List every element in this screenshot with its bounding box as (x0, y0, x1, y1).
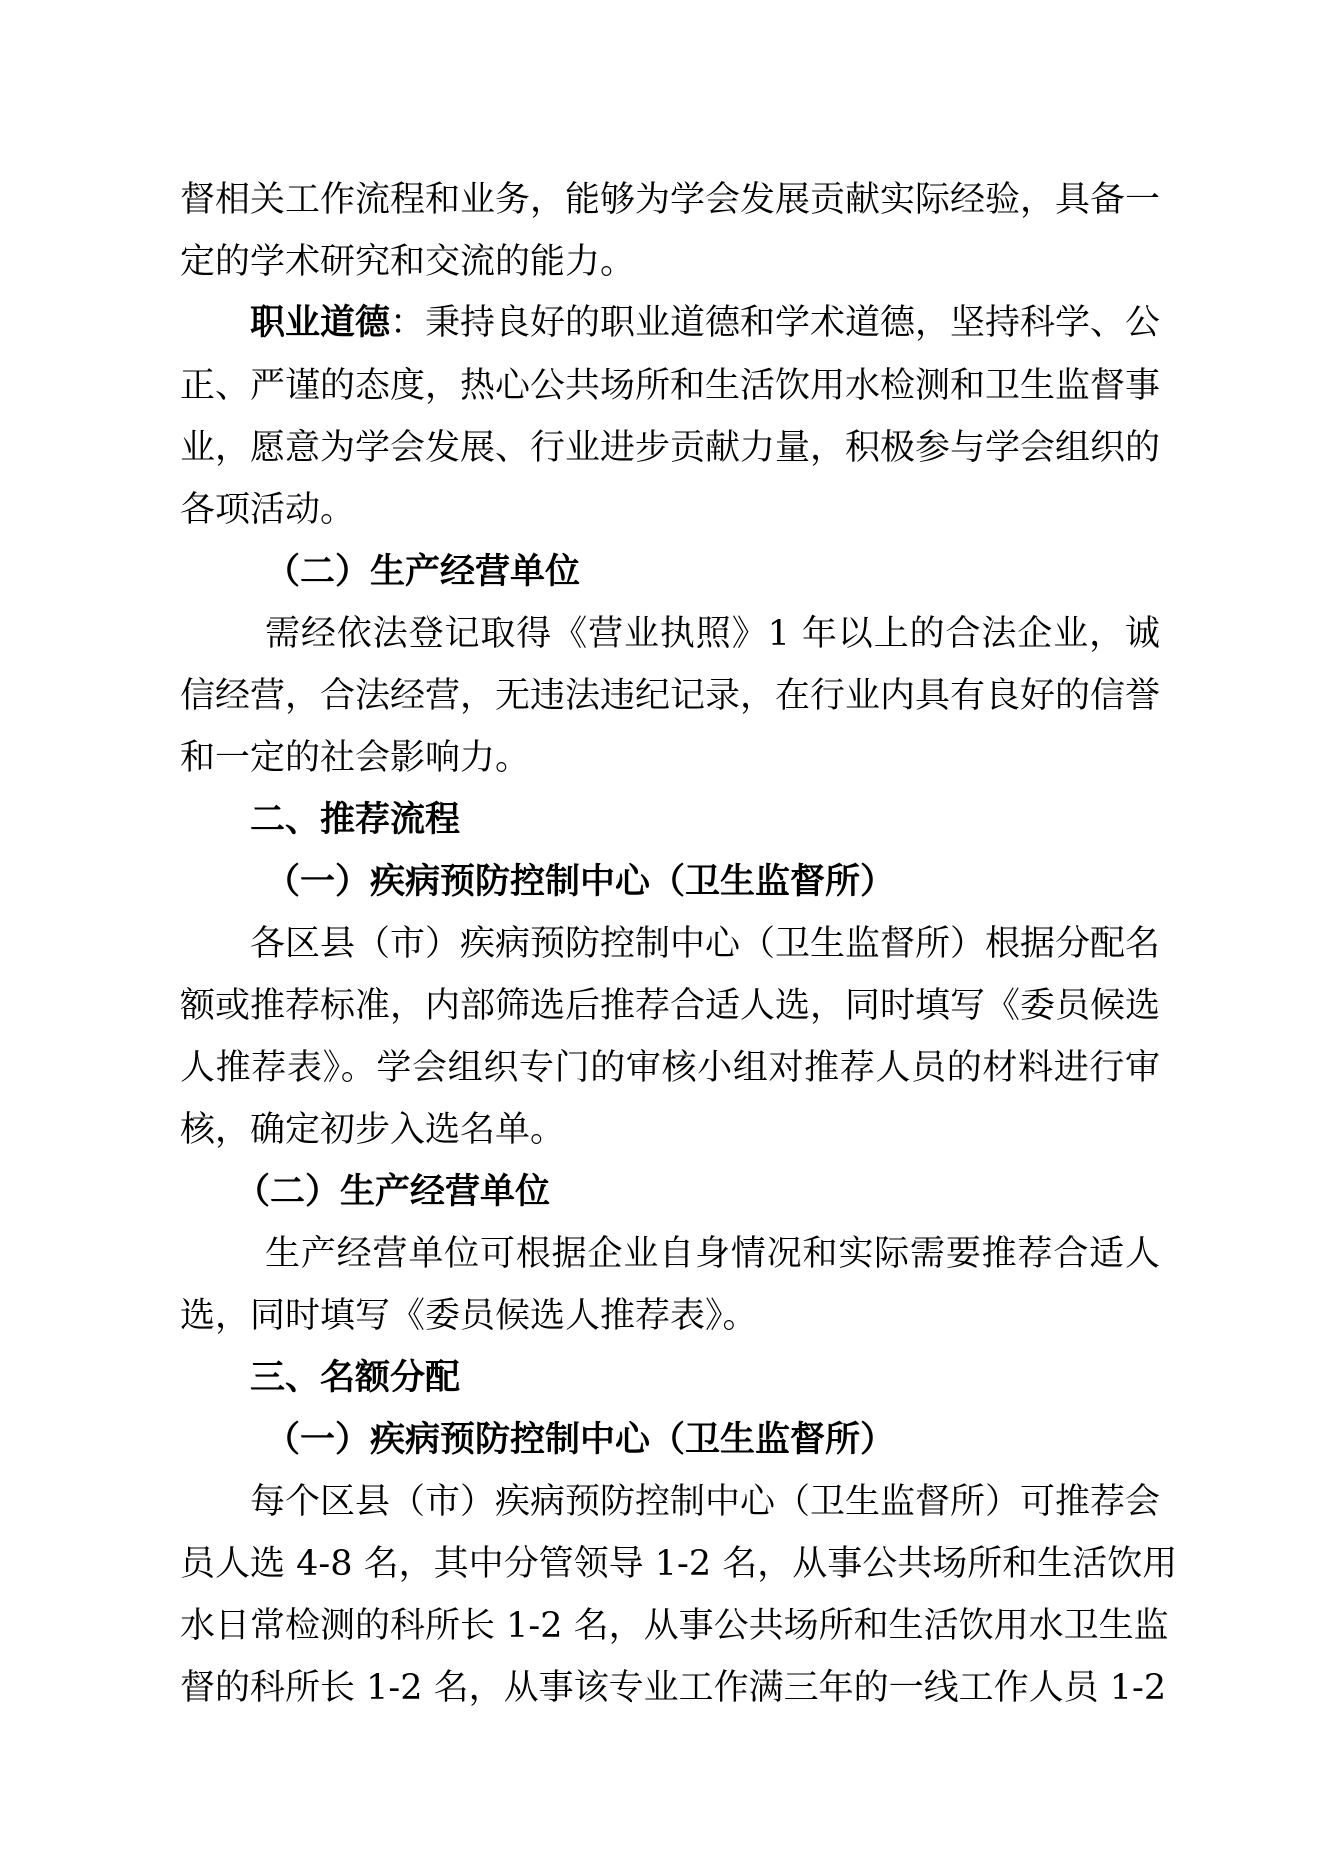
paragraph-3-line-1: 需经依法登记取得《营业执照》1 年以上的合法企业，诚 (265, 614, 1160, 654)
paragraph-6-line-1: 每个区县（市）疾病预防控制中心（卫生监督所）可推荐会 (250, 1482, 1161, 1522)
paragraph-5-line-2: 选，同时填写《委员候选人推荐表》。 (180, 1296, 758, 1336)
paragraph-2-line-3: 业，愿意为学会发展、行业进步贡献力量，积极参与学会组织的 (180, 428, 1161, 468)
subheading-cdc-2: （一）疾病预防控制中心（卫生监督所） (265, 1420, 896, 1460)
paragraph-3-line-2: 信经营，合法经营，无违法违纪记录，在行业内具有良好的信誉 (180, 676, 1161, 716)
paragraph-3-line-3: 和一定的社会影响力。 (180, 738, 531, 778)
paragraph-2-line-4: 各项活动。 (180, 490, 356, 530)
paragraph-6-line-3: 水日常检测的科所长 1-2 名，从事公共场所和生活饮用水卫生监 (180, 1606, 1169, 1646)
paragraph-4-line-1: 各区县（市）疾病预防控制中心（卫生监督所）根据分配名 (250, 924, 1161, 964)
subheading-cdc-1: （一）疾病预防控制中心（卫生监督所） (265, 862, 896, 902)
paragraph-1-line-1: 督相关工作流程和业务，能够为学会发展贡献实际经验，具备一 (180, 180, 1161, 220)
paragraph-2-line-1-rest: ：秉持良好的职业道德和学术道德，坚持科学、公 (390, 303, 1161, 343)
subheading-production-units-1: （二）生产经营单位 (265, 552, 581, 592)
heading-recommendation-process: 二、推荐流程 (250, 800, 461, 840)
paragraph-2-line-2: 正、严谨的态度，热心公共场所和生活饮用水检测和卫生监督事 (180, 366, 1161, 406)
paragraph-2-line-1 (250, 293, 1160, 353)
paragraph-6-line-4: 督的科所长 1-2 名，从事该专业工作满三年的一线工作人员 1-2 (180, 1668, 1167, 1708)
paragraph-6-line-2: 员人选 4-8 名，其中分管领导 1-2 名，从事公共场所和生活饮用 (180, 1544, 1178, 1584)
heading-quota-allocation: 三、名额分配 (250, 1358, 461, 1398)
paragraph-4-line-3: 人推荐表》。学会组织专门的审核小组对推荐人员的材料进行审 (180, 1048, 1160, 1088)
paragraph-1-line-2: 定的学术研究和交流的能力。 (180, 242, 636, 282)
paragraph-5-line-1: 生产经营单位可根据企业自身情况和实际需要推荐合适人 (265, 1234, 1160, 1274)
paragraph-4-line-4: 核，确定初步入选名单。 (180, 1110, 566, 1150)
subheading-production-units-2: （二）生产经营单位 (235, 1172, 551, 1212)
professional-ethics-label: 职业道德 (250, 303, 391, 343)
paragraph-4-line-2: 额或推荐标准，内部筛选后推荐合适人选，同时填写《委员候选 (180, 986, 1161, 1026)
